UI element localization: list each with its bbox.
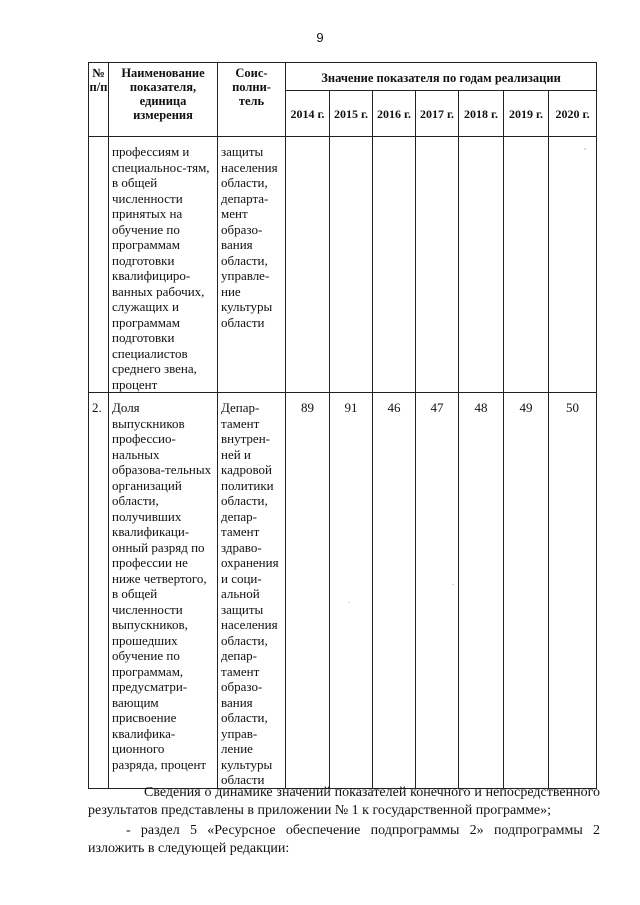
header-number: № п/п	[89, 63, 109, 137]
value-cell: 49	[504, 393, 549, 789]
header-co-executor: Соис- полни- тель	[218, 63, 286, 137]
value-cell	[330, 137, 373, 393]
indicator-name-cell: профессиям и специальнос-тям, в общей численности принятых на обучение по программам подготовки квалифициро- ванных рабочих, служащих и программам подготовки специалистов среднего звена, процент	[109, 137, 218, 393]
indicator-name-cell: Доля выпускников профессио- нальных образова-тельных организаций области, получивших квалификаци- онный разряд по профессии не ниже четвертого, в общей численности выпускников, прошедших обучение по программам, предусматри- вающим присвоение квалифика- ционного разряда, процент	[109, 393, 218, 789]
table-row	[89, 393, 597, 789]
page-number: 9	[316, 30, 324, 45]
header-year: 2017 г.	[416, 91, 459, 137]
value-cell	[373, 137, 416, 393]
header-year: 2018 г.	[459, 91, 504, 137]
header-values-by-year: Значение показателя по годам реализации	[286, 63, 597, 91]
scan-speck: .	[348, 596, 350, 605]
header-year: 2019 г.	[504, 91, 549, 137]
header-year: 2014 г.	[286, 91, 330, 137]
value-cell: 50	[549, 393, 597, 789]
row-number	[89, 137, 109, 393]
value-cell: 47	[416, 393, 459, 789]
header-year: 2020 г.	[549, 91, 597, 137]
indicator-table	[88, 62, 597, 789]
value-cell: 46	[373, 393, 416, 789]
value-cell	[459, 137, 504, 393]
co-executor-cell: Депар- тамент внутрен- ней и кадровой политики области, депар- тамент здраво- охранения и соци- альной защиты населения области, депар- тамент образо- вания области, управ- ление культуры области	[218, 393, 286, 789]
table-row	[89, 137, 597, 393]
section-edit-paragraph: - раздел 5 «Ресурсное обеспечение подпрограммы 2» подпрограммы 2 изложить в следующей редакции:	[88, 823, 600, 856]
results-paragraph: Сведения о динамике значений показателей конечного и непосредственного результатов представлены в приложении № 1 к государственной программе»;	[88, 785, 600, 818]
header-indicator-name: Наименование показателя, единица измерения	[109, 63, 218, 137]
value-cell	[416, 137, 459, 393]
value-cell	[504, 137, 549, 393]
scan-speck: .	[452, 578, 454, 587]
scan-speck: ,	[584, 142, 586, 151]
value-cell: 89	[286, 393, 330, 789]
value-cell: 91	[330, 393, 373, 789]
row-number: 2.	[89, 393, 109, 789]
value-cell: 48	[459, 393, 504, 789]
header-year: 2016 г.	[373, 91, 416, 137]
co-executor-cell: защиты населения области, департа- мент образо- вания области, управле- ние культуры области	[218, 137, 286, 393]
value-cell	[286, 137, 330, 393]
header-year: 2015 г.	[330, 91, 373, 137]
indicator-table-wrap	[88, 62, 597, 789]
value-cell	[549, 137, 597, 393]
